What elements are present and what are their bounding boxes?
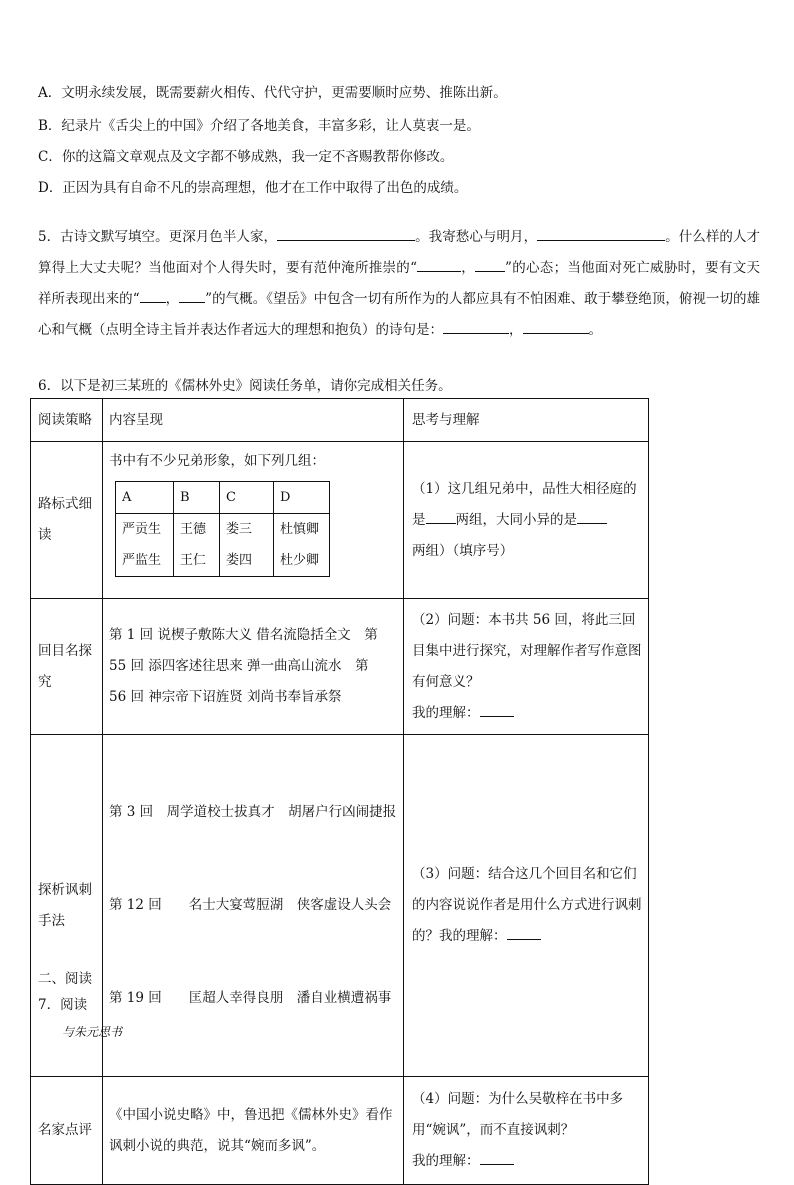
answer-blank[interactable]: [523, 321, 589, 334]
answer-blank[interactable]: [443, 321, 509, 334]
answer-blank[interactable]: [475, 259, 505, 272]
q4-option-a: A．文明永续发展，既需要薪火相传、代代守护，更需要顺时应势、推陈出新。: [38, 85, 507, 101]
brothers-intro: 书中有不少兄弟形象，如下列几组：: [109, 453, 325, 469]
content-cell: 第 1 回 说楔子敷陈大义 借名流隐括全文 第 55 回 添四客述往思来 弹一曲高山流水 第 56 回 神宗帝下诏旌贤 刘尚书奉旨承祭: [103, 599, 404, 735]
q4-option-b: B．纪录片《舌尖上的中国》介绍了各地美食，丰富多彩，让人莫衷一是。: [38, 118, 480, 134]
group-names: 严贡生 严监生: [116, 514, 174, 577]
passage-title: 与朱元思书: [62, 1025, 123, 1039]
answer-blank[interactable]: [277, 228, 415, 241]
answer-blank[interactable]: [179, 290, 205, 303]
answer-blank[interactable]: [140, 290, 166, 303]
group-names: 王德 王仁: [174, 514, 220, 577]
answer-blank[interactable]: [480, 1152, 514, 1165]
think-cell: （1）这几组兄弟中，品性大相径庭的是 两组，大同小异的是 两组）（填序号）: [404, 442, 649, 599]
question-6-intro: 6．以下是初三某班的《儒林外史》阅读任务单，请你完成相关任务。: [38, 378, 452, 394]
answer-blank[interactable]: [480, 704, 514, 717]
header-strategy: 阅读策略: [31, 399, 103, 442]
answer-blank[interactable]: [537, 228, 665, 241]
question-5: 5．古诗文默写填空。更深月色半人家， 。我寄愁心与明月， 。什么样的人才算得上大丈夫呢？当他面对个人得失时，要有范仲淹所推崇的“ ， ”的心态；当他面对死亡威胁时，要有文天祥所表现出来的“ ， ”的气概。《望岳》中包含一切有所作为的人都应具有不怕困难、敢于攀登绝顶，俯视一切的雄心和气概（点明全诗主旨并表达作者远大的理想和抱负）的诗句是： ， 。: [38, 229, 761, 338]
answer-blank[interactable]: [507, 927, 541, 940]
answer-blank[interactable]: [417, 259, 461, 272]
think-cell: （3）问题：结合这几个回目名和它们的内容说说作者是用什么方式进行讽刺的？我的理解：: [404, 735, 649, 1077]
content-cell: [103, 442, 404, 599]
answer-blank[interactable]: [577, 511, 607, 524]
strategy-cell: 路标式细读: [31, 442, 103, 599]
q4-option-d: D．正因为具有自命不凡的崇高理想，他才在工作中取得了出色的成绩。: [38, 180, 468, 196]
strategy-cell: 回目名探究: [31, 599, 103, 735]
q4-option-c: C．你的这篇文章观点及文字都不够成熟，我一定不吝赐教帮你修改。: [38, 149, 454, 165]
strategy-cell: 名家点评: [31, 1077, 103, 1185]
content-cell: 《中国小说史略》中，鲁迅把《儒林外史》看作讽刺小说的典范，说其“婉而多讽”。: [103, 1077, 404, 1185]
group-names: 娄三 娄四: [220, 514, 274, 577]
header-think: 思考与理解: [404, 399, 649, 442]
group-names: 杜慎卿 杜少卿: [274, 514, 330, 577]
header-content: 内容呈现: [103, 399, 404, 442]
group-label: C: [220, 482, 274, 514]
question-7: 7．阅读: [38, 997, 88, 1013]
brothers-table: [115, 481, 330, 577]
answer-blank[interactable]: [426, 511, 456, 524]
think-cell: （2）问题：本书共 56 回，将此三回目集中进行探究，对理解作者写作意图有何意义？ 我的理解：: [404, 599, 649, 735]
reading-task-table: [30, 398, 649, 1185]
think-cell: （4）问题：为什么吴敬梓在书中多用“婉讽”，而不直接讽刺？ 我的理解：: [404, 1077, 649, 1185]
group-label: A: [116, 482, 174, 514]
section-heading: 二、阅读: [38, 971, 92, 987]
content-cell: 第 3 回 周学道校士拔真才 胡屠户行凶闹捷报 第 12 回 名士大宴莺脰湖 侠客虚设人头会 第 19 回 匡超人幸得良朋 潘自业横遭祸事: [103, 735, 404, 1077]
group-label: B: [174, 482, 220, 514]
strategy-cell: 探析讽刺手法: [31, 735, 103, 1077]
group-label: D: [274, 482, 330, 514]
